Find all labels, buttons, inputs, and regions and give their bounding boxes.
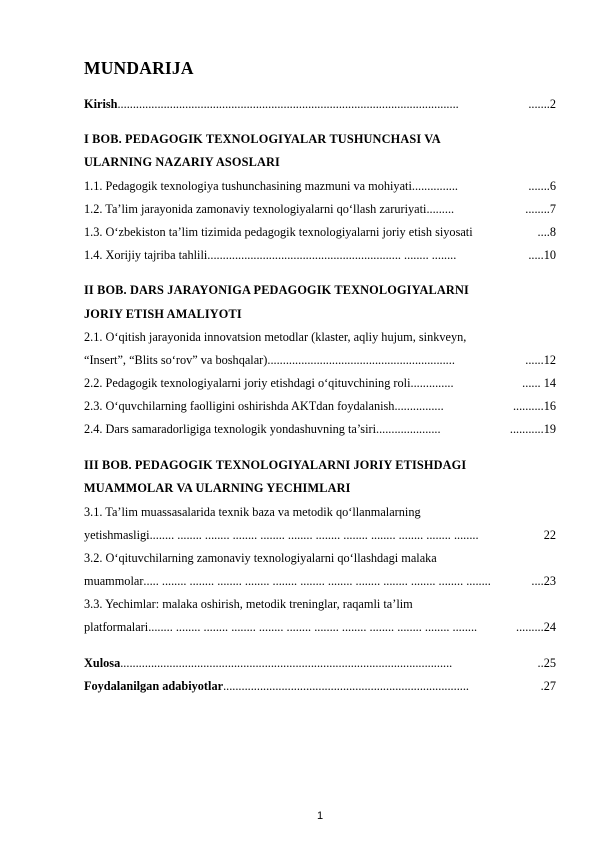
toc-entry-2-1[interactable] [84, 352, 556, 368]
chapter-heading-2: II BOB. DARS JARAYONIGA PEDAGOGIK TEXNOLOGIYALARNI [84, 283, 469, 297]
toc-entry-label: Kirish [84, 97, 118, 111]
toc-entry-label: yetishmasligi [84, 528, 150, 542]
toc-entry-2-2[interactable] [84, 375, 556, 391]
toc-page-number: .27 [540, 679, 556, 693]
toc-page-number: ........7 [525, 202, 556, 216]
toc-entry-label: 1.2. Ta’lim jarayonida zamonaviy texnologiyalarni qo‘llash zaruriyati [84, 202, 427, 216]
chapter-heading-2-cont: JORIY ETISH AMALIYOTI [84, 307, 242, 321]
toc-page-number: ...........19 [509, 422, 556, 436]
page-number: 1 [316, 810, 324, 822]
toc-entry-label: 1.4. Xorijiy tajriba tahlili [84, 248, 208, 262]
toc-page-number: ...... 14 [522, 376, 556, 390]
toc-entry-2-3[interactable] [84, 398, 556, 414]
toc-entry-label: Xulosa [84, 656, 121, 670]
toc-leader [473, 224, 538, 240]
chapter-heading-1-cont: ULARNING NAZARIY ASOSLARI [84, 155, 280, 169]
toc-entry-3-3[interactable] [84, 619, 556, 635]
toc-leader: ......... [426, 202, 455, 216]
toc-entry-kirish[interactable] [84, 96, 556, 112]
toc-leader: ..................... [376, 422, 441, 436]
toc-entry-2-1-line1[interactable]: 2.1. O‘qitish jarayonida innovatsion metodlar (klaster, aqliy hujum, sinkveyn, [84, 330, 467, 344]
toc-leader: ............................................................. [267, 353, 455, 367]
chapter-heading-1: I BOB. PEDAGOGIK TEXNOLOGIYALAR TUSHUNCHASI VA [84, 132, 441, 146]
toc-entry-3-1[interactable] [84, 527, 556, 543]
toc-entry-3-2-line1[interactable]: 3.2. O‘qituvchilarning zamonaviy texnologiyalarni qo‘llashdagi malaka [84, 551, 437, 565]
toc-page-number: ....23 [531, 574, 556, 588]
toc-page-number: ......12 [525, 353, 556, 367]
toc-entry-2-4[interactable] [84, 421, 556, 437]
toc-entry-label: 2.3. O‘quvchilarning faolligini oshirishda AKTdan foydalanish [84, 399, 395, 413]
toc-leader: ............................................................................................................... [117, 97, 459, 111]
toc-page-number: ....8 [537, 225, 556, 239]
document-page [84, 0, 556, 842]
toc-page-number: .........24 [516, 620, 556, 634]
toc-entry-label: 2.4. Dars samaradorligiga texnologik yondashuvning ta’siri [84, 422, 376, 436]
toc-leader: ........ ........ ........ ........ ........ ........ ........ ........ ........ ........ ........ ........ [149, 528, 479, 542]
toc-page-number: .......2 [528, 97, 556, 111]
toc-leader: ............... [411, 179, 458, 193]
toc-page-number: .......6 [528, 179, 556, 193]
chapter-heading-3-cont: MUAMMOLAR VA ULARNING YECHIMLARI [84, 481, 351, 495]
toc-entry-label: muammolar [84, 574, 144, 588]
toc-entry-label: 2.2. Pedagogik texnologiyalarni joriy etishdagi o‘qituvchining roli [84, 376, 411, 390]
toc-entry-label: 1.1. Pedagogik texnologiya tushunchasining mazmuni va mohiyati [84, 179, 412, 193]
toc-entry-label: “Insert”, “Blits so‘rov” va boshqalar) [84, 353, 268, 367]
toc-entry-adabiyot[interactable] [84, 678, 556, 694]
toc-entry-3-3-line1[interactable]: 3.3. Yechimlar: malaka oshirish, metodik treninglar, raqamli ta’lim [84, 597, 413, 611]
page-title: MUNDARIJA [84, 58, 194, 78]
toc-entry-label: platformalari [84, 620, 149, 634]
toc-leader: ................................................................................ [223, 679, 469, 693]
toc-entry-xulosa[interactable] [84, 655, 556, 671]
chapter-heading-3: III BOB. PEDAGOGIK TEXNOLOGIYALARNI JORIY ETISHDAGI [84, 458, 467, 472]
toc-leader: ............................................................... ........ ........ [207, 248, 457, 262]
toc-page-number: 22 [543, 528, 556, 542]
toc-entry-1-4[interactable] [84, 247, 556, 263]
toc-leader: ..... ........ ........ ........ ........ ........ ........ ........ ........ ........ ........ ........ ........ [143, 574, 491, 588]
toc-page-number: ..25 [537, 656, 556, 670]
toc-page-number: ..........16 [512, 399, 556, 413]
toc-entry-label: Foydalanilgan adabiyotlar [84, 679, 224, 693]
toc-entry-1-3[interactable] [84, 224, 556, 240]
toc-entry-3-2[interactable] [84, 573, 556, 589]
toc-leader: ................ [394, 399, 444, 413]
toc-entry-1-1[interactable] [84, 178, 556, 194]
toc-leader: ............................................................................................................ [120, 656, 453, 670]
toc-leader: .............. [410, 376, 454, 390]
toc-entry-3-1-line1[interactable]: 3.1. Ta’lim muassasalarida texnik baza va metodik qo‘llanmalarning [84, 505, 421, 519]
toc-entry-label: 1.3. O‘zbekiston ta’lim tizimida pedagogik texnologiyalarni joriy etish siyosati [84, 225, 473, 239]
toc-leader: ........ ........ ........ ........ ........ ........ ........ ........ ........ ........ ........ ........ [148, 620, 478, 634]
toc-page-number: .....10 [528, 248, 556, 262]
toc-entry-1-2[interactable] [84, 201, 556, 217]
